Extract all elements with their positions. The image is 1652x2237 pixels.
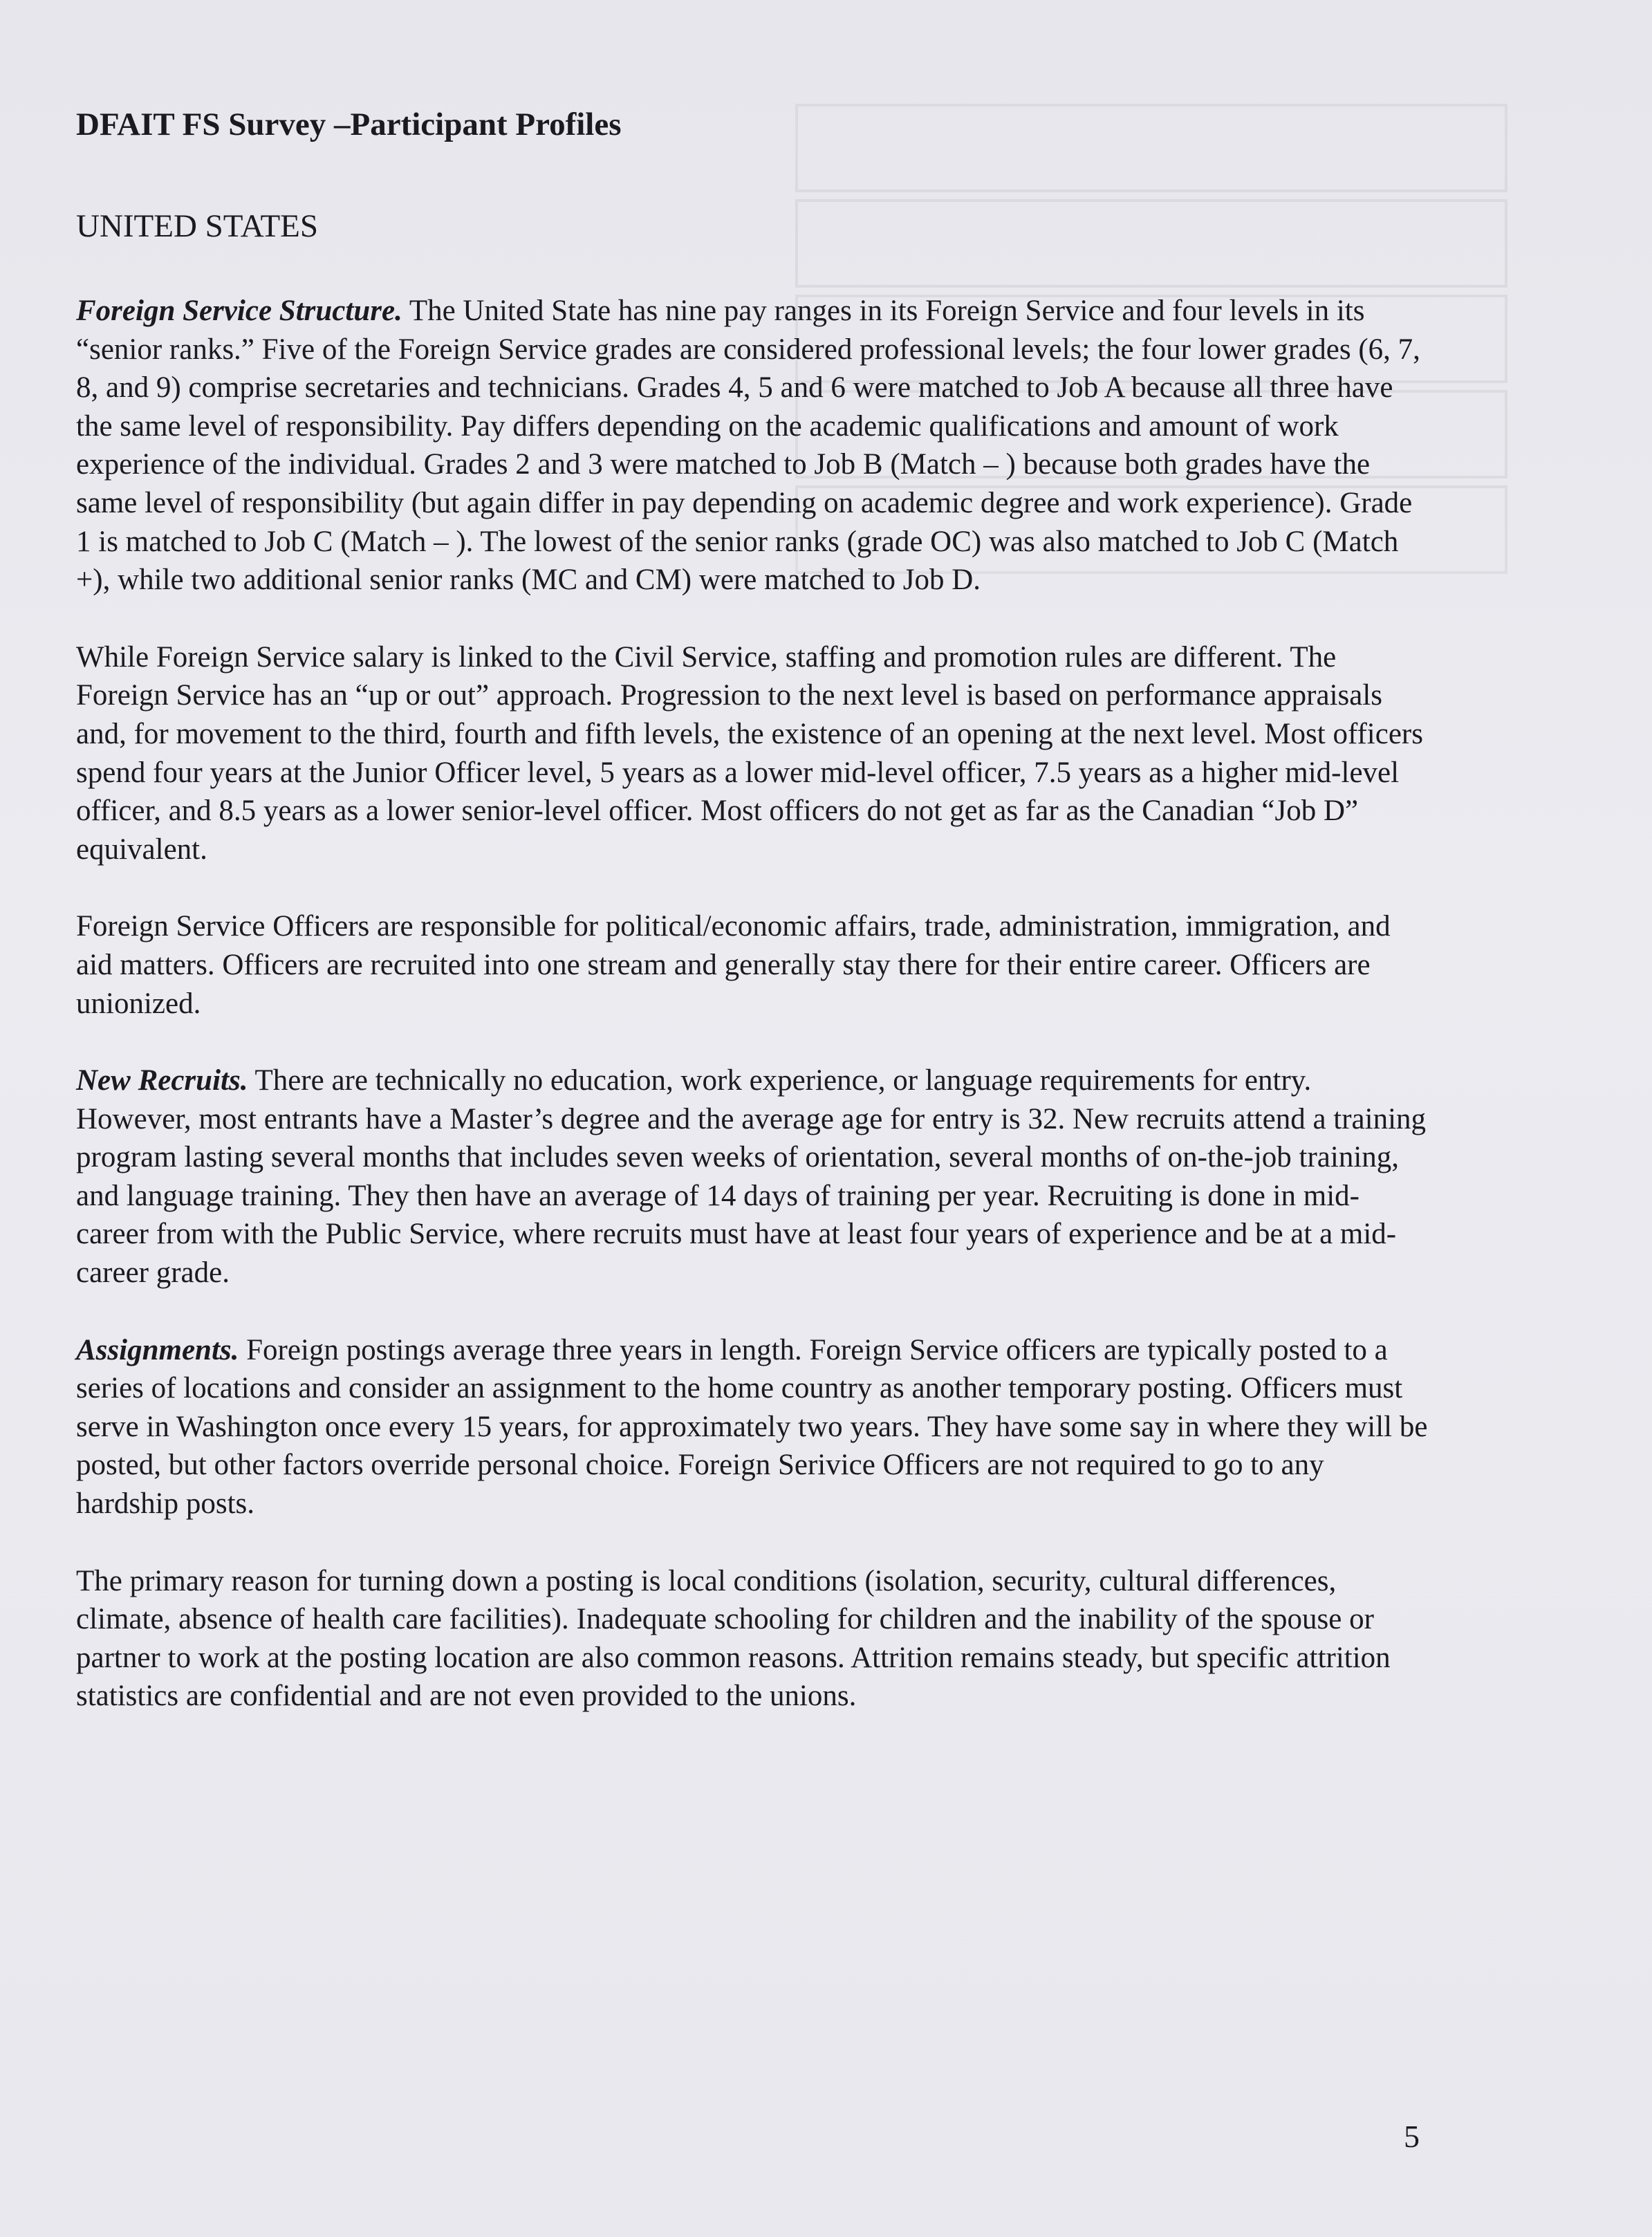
country-heading: UNITED STATES — [76, 208, 319, 244]
paragraph-lead: New Recruits. — [76, 1064, 248, 1097]
document-body — [76, 104, 1431, 1754]
paragraph-salary-promotion — [76, 638, 1431, 869]
paragraph-new-recruits — [76, 1061, 1431, 1292]
paragraph-text: The United State has nine pay ranges in its Foreign Service and four levels in its “senior ranks.” Five of the Foreign Service grades are considered professional levels; the four lower grades (6, 7, 8, and 9) comprise secretaries and technicians. Grades 4, 5 and 6 were matched to Job A because all three have the same level of responsibility. Pay differs depending on the academic qualifications and amount of work experience of the individual. Grades 2 and 3 were matched to Job B (Match – ) because both grades have the same level of responsibility (but again differ in pay depending on academic degree and work experience). Grade 1 is matched to Job C (Match – ). The lowest of the senior ranks (grade OC) was also matched to Job C (Match +), while two additional senior ranks (MC and CM) were matched to Job D. — [76, 295, 1420, 597]
paragraph-text: The primary reason for turning down a posting is local conditions (isolation, security, cultural differences, climate, absence of health care facilities). Inadequate schooling for children and the inability of the spouse or partner to work at the posting location are also common reasons. Attrition remains steady, but specific attrition statistics are confidential and are not even provided to the unions. — [76, 1564, 1391, 1713]
document-title: DFAIT FS Survey –Participant Profiles — [76, 106, 622, 142]
paragraph-assignments — [76, 1331, 1431, 1523]
paragraph-text: Foreign Service Officers are responsible for political/economic affairs, trade, administration, immigration, and aid matters. Officers are recruited into one stream and generally stay there for their entire career. Officers are unionized. — [76, 910, 1391, 1020]
paragraph-foreign-service-structure — [76, 292, 1431, 600]
paragraph-lead: Assignments. — [76, 1333, 239, 1366]
paragraph-text: Foreign postings average three years in length. Foreign Service officers are typically posted to a series of locations and consider an assignment to the home country as another temporary posting. Officers must serve in Washington once every 15 years, for approximately two years. They have some say in where they will be posted, but other factors override personal choice. Foreign Serivice Officers are not required to go to any hardship posts. — [76, 1333, 1428, 1521]
paragraph-text: While Foreign Service salary is linked to the Civil Service, staffing and promotion rules are different. The Foreign Service has an “up or out” approach. Progression to the next level is based on performance appraisals and, for movement to the third, fourth and fifth levels, the existence of an opening at the next level. Most officers spend four years at the Junior Officer level, 5 years as a lower mid-level officer, 7.5 years as a higher mid-level officer, and 8.5 years as a lower senior-level officer. Most officers do not get as far as the Canadian “Job D” equivalent. — [76, 640, 1423, 866]
paragraph-posting-refusal — [76, 1562, 1431, 1716]
paragraph-lead: Foreign Service Structure. — [76, 295, 402, 327]
page-number: 5 — [1404, 2119, 1420, 2154]
paragraph-officer-responsibilities — [76, 907, 1431, 1023]
paragraph-text: There are technically no education, work experience, or language requirements for entry. However, most entrants have a Master’s degree and the average age for entry is 32. New recruits attend a training program lasting several months that includes seven weeks of orientation, several months of on-the-job training, and language training. They then have an average of 14 days of training per year. Recruiting is done in mid-career from with the Public Service, where recruits must have at least four years of experience and be at a mid-career grade. — [76, 1064, 1427, 1290]
